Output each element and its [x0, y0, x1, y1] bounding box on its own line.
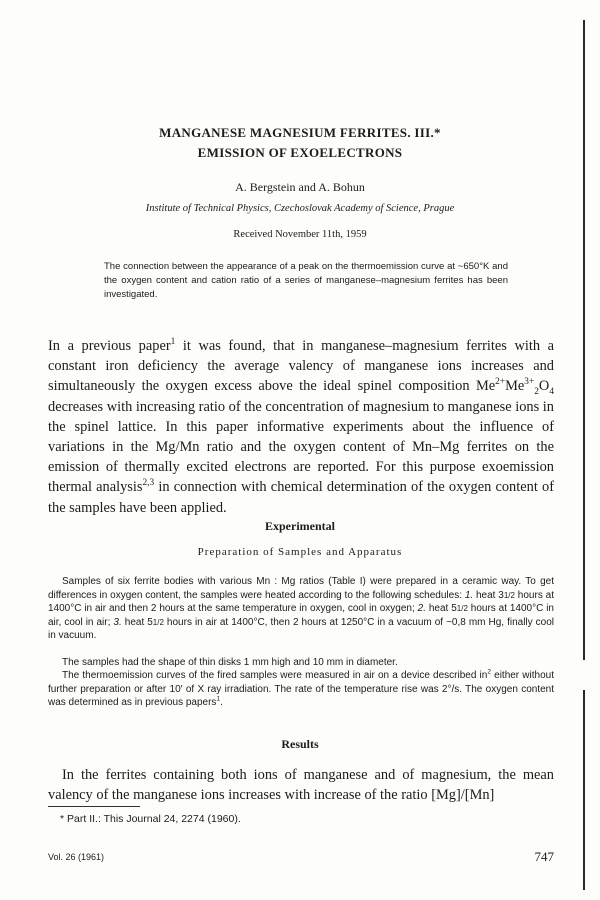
schedule-number: 3.	[113, 616, 122, 628]
subscript: 2	[534, 387, 539, 398]
page-edge-line	[583, 20, 585, 660]
body-text: hours at 1400°C in air and then 2 hours at the same temperature in oxygen, cool in oxygen;	[48, 589, 554, 614]
section-heading-experimental: Experimental	[265, 519, 335, 533]
subscript: 4	[549, 387, 554, 398]
experimental-paragraph-1	[48, 575, 554, 643]
title-line-2: EMISSION OF EXOELECTRONS	[197, 145, 403, 160]
intro-text: in connection with chemical determination of the oxygen content of the samples have been applied.	[48, 479, 554, 516]
paper-title	[0, 123, 600, 163]
body-text: either without further preparation or after 10′ of X ray irradiation. The rate of the temperature rise was 2°/s. The oxygen content was determined as in previous papers	[48, 670, 554, 708]
intro-text: Me	[505, 378, 525, 395]
intro-paragraph	[48, 336, 554, 518]
fraction: 1/2	[152, 617, 164, 627]
page-edge-line-lower	[583, 690, 585, 890]
ref-marker: 2,3	[142, 478, 155, 489]
title-line-1: MANGANESE MAGNESIUM FERRITES. III.*	[159, 125, 441, 140]
schedule-number: 2.	[417, 603, 426, 614]
experimental-paragraph-3	[48, 669, 554, 710]
footnote	[60, 813, 241, 825]
intro-text: it was found, that in manganese–magnesium ferrites with a constant iron deficiency the average valency of manganese ions increases and simultaneously the oxygen excess above the ideal spinel composition Me	[48, 338, 554, 395]
ref-marker: 2	[487, 668, 491, 676]
body-text: .	[220, 697, 223, 708]
subsection-heading-preparation: Preparation of Samples and Apparatus	[197, 546, 403, 558]
intro-text: decreases with increasing ratio of the concentration of magnesium to manganese ions in the spinel lattice. In this paper informative experiments about the influence of variations in the Mg/Mn ratio and the oxygen content of Mn–Mg ferrites on the emission of thermally excited electrons are reported. For this purpose exoemission thermal analysis	[48, 398, 554, 496]
ref-marker: 1	[170, 337, 176, 348]
results-paragraph: In the ferrites containing both ions of manganese and of magnesium, the mean valency of the manganese ions increases with increase of the ratio [Mg]/[Mn]	[48, 767, 554, 803]
charge-superscript: 2+	[495, 377, 506, 388]
body-text: The thermoemission curves of the fired samples were measured in air on a device described in	[62, 670, 488, 681]
body-text: hours at 1400°C in air, cool in air;	[48, 603, 554, 628]
footnote-marker: *	[60, 813, 65, 825]
fraction: 1/2	[456, 604, 468, 613]
ref-marker: 1	[216, 695, 221, 703]
body-text: hours in air at 1400°C, then 2 hours at 1250°C in a vacuum of ~0,8 mm Hg, finally cool in vacuum.	[48, 616, 554, 641]
body-text: heat 5	[121, 616, 153, 628]
body-text: Samples of six ferrite bodies with various Mn : Mg ratios (Table I) were prepared in a ceramic way. To get differences in oxygen content, the samples were heated according to the following schedules:	[48, 576, 554, 601]
section-heading-results: Results	[281, 737, 319, 751]
body-text: heat 3	[473, 589, 504, 601]
page-number: 747	[534, 849, 554, 864]
affiliation: Institute of Technical Physics, Czechoslovak Academy of Science, Prague	[145, 203, 455, 214]
intro-text: In a previous paper	[48, 338, 171, 354]
charge-superscript: 3+	[524, 377, 535, 388]
footnote-divider	[48, 806, 140, 807]
experimental-paragraph-2: The samples had the shape of thin disks 1 mm high and 10 mm in diameter.	[62, 657, 398, 668]
intro-text: O	[538, 378, 550, 395]
schedule-number: 1.	[464, 589, 474, 601]
abstract: The connection between the appearance of a peak on the thermoemission curve at ~650°K and the oxygen content and cation ratio of a series of manganese–magnesium ferrites has been investigated.	[104, 261, 508, 300]
authors: A. Bergstein and A. Bohun	[235, 180, 365, 194]
fraction: 1/2	[503, 590, 515, 600]
footnote-text: Part II.: This Journal 24, 2274 (1960).	[67, 813, 241, 825]
received-date: Received November 11th, 1959	[233, 229, 367, 240]
volume-info: Vol. 26 (1961)	[48, 852, 105, 862]
body-text: heat 5	[425, 603, 457, 614]
